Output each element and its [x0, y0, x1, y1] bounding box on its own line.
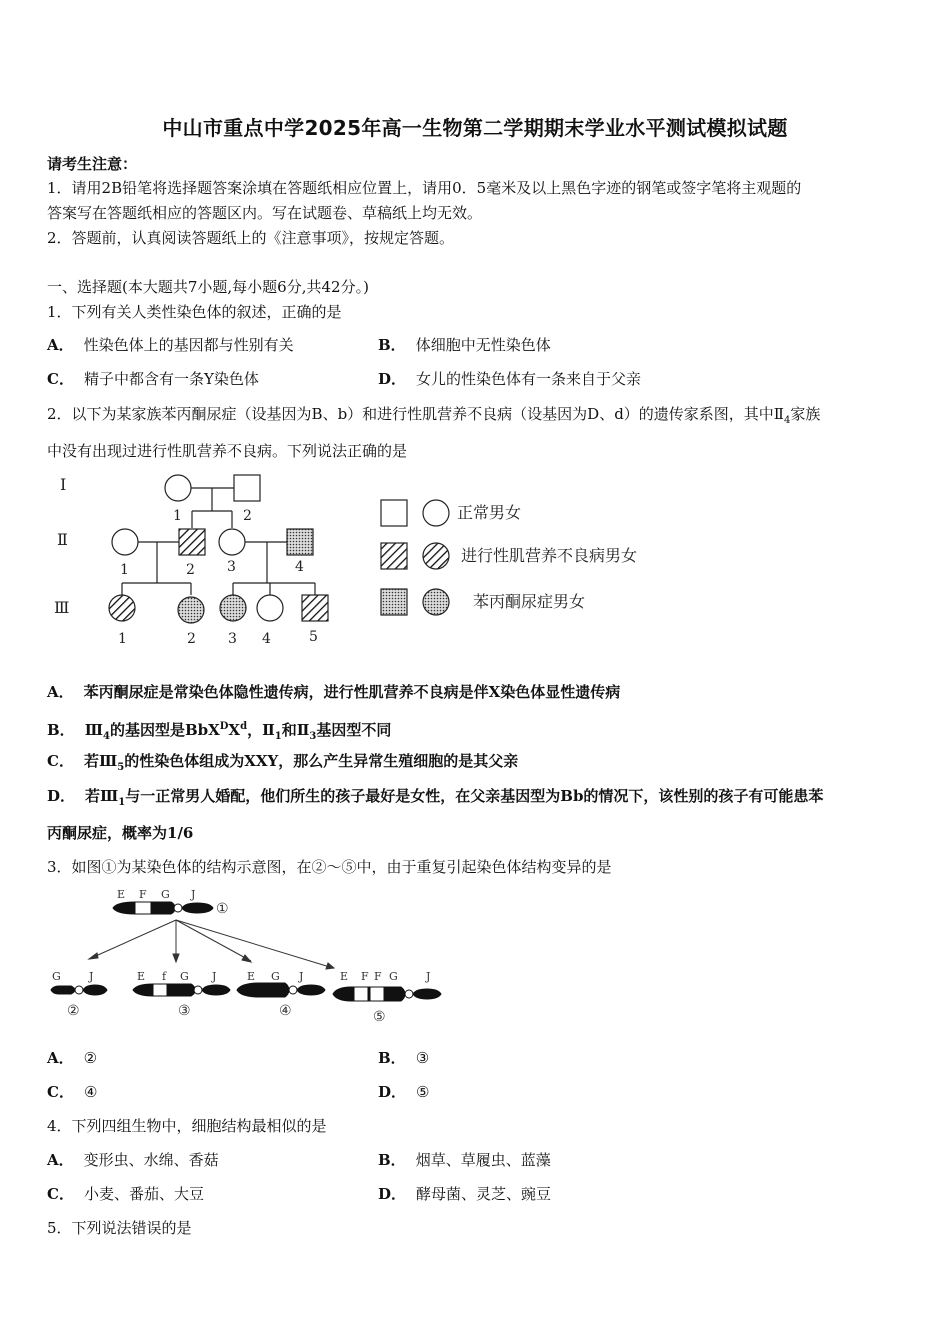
q1-stem: 1．下列有关人类性染色体的叙述，正确的是 [47, 303, 342, 321]
gen3-female-2-pku [178, 597, 204, 623]
q4-option-b[interactable]: B． 烟草、草履虫、蓝藻 [378, 1151, 551, 1169]
svg-text:②: ② [67, 1003, 80, 1019]
q3-stem: 3．如图①为某染色体的结构示意图，在②～⑤中，由于重复引起染色体结构变异的是 [47, 858, 612, 876]
svg-text:⑤: ⑤ [373, 1009, 386, 1025]
svg-text:F: F [361, 970, 369, 983]
legend-dmd-label: 进行性肌营养不良病男女 [461, 546, 638, 565]
gen2-male-2-dmd [179, 529, 205, 555]
q3-option-d[interactable]: D． ⑤ [378, 1083, 430, 1101]
svg-text:2: 2 [243, 508, 252, 524]
chromosome-figure [45, 882, 455, 1027]
q2-option-b[interactable]: B． $Ⅲ_4$的基因型是$BbX^DX^d$，$Ⅱ_1$和$Ⅱ_3$基因型不同 [47, 721, 392, 742]
q2-stem-line2: 中没有出现过进行性肌营养不良病。下列说法正确的是 [47, 442, 408, 460]
page-title: 中山市重点中学2025年高一生物第二学期期末学业水平测试模拟试题 [162, 116, 788, 140]
notice-line-1a: 1．请用2B铅笔将选择题答案涂填在答题纸相应位置上，请用0．5毫米及以上黑色字迹的钢笔或签字笔将主观题的 [47, 179, 802, 197]
legend-normal-male [381, 500, 407, 526]
q4-option-c[interactable]: C． 小麦、番茄、大豆 [47, 1185, 204, 1203]
svg-text:④: ④ [279, 1003, 292, 1019]
gen-label-1: Ⅰ [60, 475, 67, 494]
svg-text:E: E [247, 970, 256, 983]
notice-line-1b: 答案写在答题纸相应的答题区内。写在试题卷、草稿纸上均无效。 [47, 204, 483, 222]
svg-text:4: 4 [262, 631, 271, 647]
q2-stem: 2．以下为某家族苯丙酮尿症（设基因为B、b）和进行性肌营养不良病（设基因为D、d）的遗传家系图，其中$Ⅱ_4$家族 [47, 405, 821, 426]
legend-pku-female [423, 589, 449, 615]
q2-option-a[interactable]: A． 苯丙酮尿症是常染色体隐性遗传病，进行性肌营养不良病是伴X染色体显性遗传病 [47, 683, 621, 701]
legend-normal-female [423, 500, 449, 526]
legend-normal-label: 正常男女 [457, 503, 522, 522]
legend-pku-male [381, 589, 407, 615]
gen3-female-1-dmd [109, 595, 135, 621]
gen3-female-3-pku [220, 595, 246, 621]
q3-option-b[interactable]: B． ③ [378, 1049, 430, 1067]
gen-label-3: Ⅲ [54, 598, 70, 617]
svg-text:G: G [161, 888, 170, 901]
q2-option-d[interactable]: D． 若$Ⅲ_1$与一正常男人婚配，他们所生的孩子最好是女性，在父亲基因型为Bb的情况下，该性别的孩子有可能患苯 [47, 787, 824, 808]
svg-text:f: f [162, 970, 167, 983]
svg-text:G: G [52, 970, 61, 983]
notice-line-2: 2．答题前，认真阅读答题纸上的《注意事项》，按规定答题。 [47, 229, 455, 247]
svg-text:2: 2 [187, 631, 196, 647]
svg-text:3: 3 [227, 559, 236, 575]
gen1-female-1 [165, 475, 191, 501]
gen2-male-4-pku [287, 529, 313, 555]
svg-text:J: J [191, 888, 196, 901]
q2-option-d-line2: 丙酮尿症，概率为1/6 [47, 824, 194, 842]
gen3-female-4 [257, 595, 283, 621]
q4-option-a[interactable]: A． 变形虫、水绵、香菇 [47, 1151, 219, 1169]
q1-option-b[interactable]: B． 体细胞中无性染色体 [378, 336, 551, 354]
gen2-female-3 [219, 529, 245, 555]
svg-text:G: G [389, 970, 398, 983]
q4-option-d[interactable]: D． 酵母菌、灵芝、豌豆 [378, 1185, 552, 1203]
svg-text:1: 1 [173, 508, 182, 524]
legend-dmd-female [423, 543, 449, 569]
gen1-male-2 [234, 475, 260, 501]
svg-text:①: ① [216, 901, 229, 917]
q1-option-c[interactable]: C． 精子中都含有一条Y染色体 [47, 370, 259, 388]
pedigree-chart [40, 465, 670, 655]
svg-text:G: G [180, 970, 189, 983]
svg-text:J: J [212, 970, 217, 983]
section-heading: 一、选择题(本大题共7小题,每小题6分,共42分。) [47, 278, 369, 296]
q3-option-a[interactable]: A． ② [47, 1049, 98, 1067]
svg-text:E: E [137, 970, 146, 983]
legend-pku-label: 苯丙酮尿症男女 [473, 592, 586, 611]
notice-heading: 请考生注意： [47, 155, 138, 173]
q3-option-c[interactable]: C． ④ [47, 1083, 98, 1101]
q4-stem: 4．下列四组生物中，细胞结构最相似的是 [47, 1117, 327, 1135]
svg-text:3: 3 [228, 631, 237, 647]
svg-text:4: 4 [295, 559, 304, 575]
legend-dmd-male [381, 543, 407, 569]
q1-option-d[interactable]: D． 女儿的性染色体有一条来自于父亲 [378, 370, 642, 388]
svg-text:J: J [426, 970, 431, 983]
gen-label-2: Ⅱ [57, 530, 68, 549]
svg-text:5: 5 [309, 629, 318, 645]
svg-text:J: J [299, 970, 304, 983]
gen2-female-1 [112, 529, 138, 555]
svg-text:F: F [139, 888, 147, 901]
svg-text:G: G [271, 970, 280, 983]
svg-text:2: 2 [186, 562, 195, 578]
q2-option-c[interactable]: C． 若$Ⅲ_5$的性染色体组成为XXY，那么产生异常生殖细胞的是其父亲 [47, 752, 519, 773]
svg-text:③: ③ [178, 1003, 191, 1019]
svg-text:F: F [374, 970, 382, 983]
svg-text:1: 1 [120, 562, 129, 578]
q5-stem: 5．下列说法错误的是 [47, 1219, 192, 1237]
svg-text:E: E [117, 888, 126, 901]
q1-option-a[interactable]: A． 性染色体上的基因都与性别有关 [47, 336, 294, 354]
gen3-male-5-dmd [302, 595, 328, 621]
svg-text:J: J [89, 970, 94, 983]
svg-text:1: 1 [118, 631, 127, 647]
svg-text:E: E [340, 970, 349, 983]
